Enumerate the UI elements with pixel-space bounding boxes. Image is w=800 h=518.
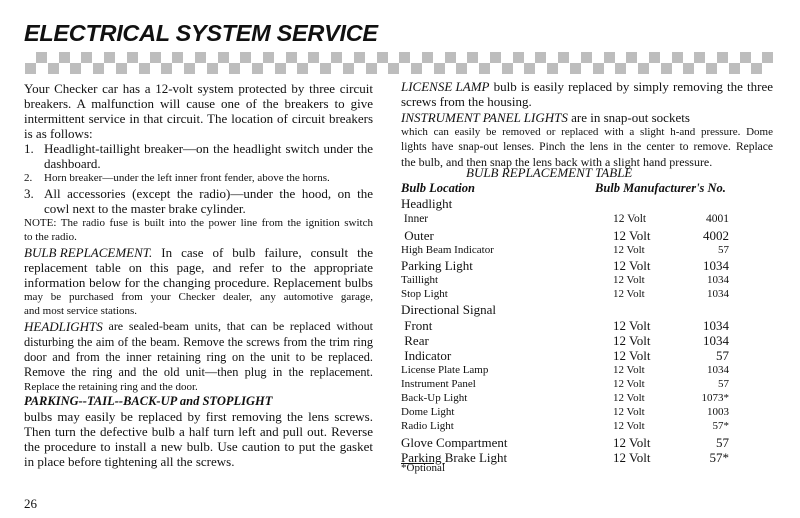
checker-square xyxy=(535,52,546,63)
bulb-location: Parking Brake Light xyxy=(401,450,508,465)
checker-square xyxy=(490,52,501,63)
checker-square xyxy=(434,63,445,74)
bulb-voltage: 12 Volt xyxy=(613,364,645,376)
checker-square xyxy=(195,52,206,63)
checker-square xyxy=(558,52,569,63)
section-heading: HEADLIGHTS xyxy=(24,319,103,334)
para-line: lights have snap-out lenses. Pinch the lens in the center to remove. Replace xyxy=(401,141,773,153)
checker-square xyxy=(706,63,717,74)
checker-square xyxy=(638,63,649,74)
bulb-location: Rear xyxy=(401,333,429,348)
checker-square xyxy=(263,52,274,63)
checker-square xyxy=(240,52,251,63)
bulb-location: Indicator xyxy=(401,348,452,363)
bulb-location: License Plate Lamp xyxy=(401,364,489,376)
table-header-number: Bulb Manufacturer's No. xyxy=(595,181,726,195)
para-line: may be purchased from your Checker dealer, any automotive garage, xyxy=(24,291,373,303)
table-row xyxy=(401,318,761,332)
table-row xyxy=(401,378,761,392)
bulb-number: 57 xyxy=(718,244,729,256)
checker-square xyxy=(593,63,604,74)
section-heading: LICENSE LAMP xyxy=(401,79,490,94)
checker-square xyxy=(93,63,104,74)
checker-square xyxy=(683,63,694,74)
bulb-number: 57* xyxy=(712,420,729,432)
checker-square xyxy=(456,63,467,74)
instrument-panel-para: INSTRUMENT PANEL LIGHTS are in snap-out sockets xyxy=(401,110,690,125)
para-line: in place before tightening all the screws. xyxy=(24,454,235,469)
checker-square xyxy=(649,52,660,63)
table-row xyxy=(401,392,761,406)
bulb-voltage: 12 Volt xyxy=(613,420,645,432)
checker-square xyxy=(139,63,150,74)
bulb-number: 57 xyxy=(718,378,729,390)
bulb-location: Glove Compartment xyxy=(401,435,508,450)
breaker-item-cont: cowl next to the master brake cylinder. xyxy=(44,201,246,216)
checker-square xyxy=(626,52,637,63)
para-line: Remove the ring and the old unit—then plug in the replacement. xyxy=(24,365,373,379)
breaker-item: Headlight-taillight breaker—on the headlight switch under the xyxy=(44,141,373,156)
intro-line: breakers. A malfunction will cause one of the breakers to give xyxy=(24,96,373,111)
note-line: NOTE: The radio fuse is built into the power line from the ignition switch xyxy=(24,217,373,229)
checker-square xyxy=(445,52,456,63)
checker-square xyxy=(399,52,410,63)
bulb-number: 4002 xyxy=(703,228,729,243)
checker-square xyxy=(218,52,229,63)
table-row xyxy=(401,420,761,434)
bulb-location: Outer xyxy=(401,228,434,243)
para-line: Then turn the defective bulb a half turn left and pull out. Reverse xyxy=(24,424,373,439)
checker-square xyxy=(297,63,308,74)
table-row xyxy=(401,213,761,227)
bulb-voltage: 12 Volt xyxy=(613,274,645,286)
checker-square xyxy=(229,63,240,74)
checker-square xyxy=(252,63,263,74)
checker-square xyxy=(172,52,183,63)
intro-line: intermittent service in that circuit. The location of circuit breakers xyxy=(24,111,373,126)
table-title: BULB REPLACEMENT TABLE xyxy=(466,165,633,180)
table-row xyxy=(401,364,761,378)
bulb-location: Taillight xyxy=(401,274,439,286)
checker-square xyxy=(343,63,354,74)
bulb-voltage: 12 Volt xyxy=(613,378,645,390)
table-row xyxy=(401,406,761,420)
bulb-voltage: 12 Volt xyxy=(613,333,651,348)
checker-square xyxy=(25,63,36,74)
checker-square xyxy=(513,52,524,63)
bulb-number: 1073* xyxy=(701,392,729,404)
list-number: 3. xyxy=(24,186,34,201)
checker-square xyxy=(116,63,127,74)
checker-square xyxy=(524,63,535,74)
bulb-location: Inner xyxy=(401,213,429,225)
bulb-number: 1034 xyxy=(703,318,729,333)
note-line: to the radio. xyxy=(24,231,77,243)
checker-square xyxy=(467,52,478,63)
section-heading: BULB REPLACEMENT. xyxy=(24,245,153,260)
checker-square xyxy=(161,63,172,74)
checker-square xyxy=(661,63,672,74)
checker-square xyxy=(422,52,433,63)
checker-square xyxy=(354,52,365,63)
bulb-voltage: 12 Volt xyxy=(613,288,645,300)
checker-square xyxy=(502,63,513,74)
checker-square xyxy=(127,52,138,63)
table-row xyxy=(401,196,761,210)
checker-square xyxy=(366,63,377,74)
bulb-voltage: 12 Volt xyxy=(613,228,651,243)
intro-line: Your Checker car has a 12-volt system protected by three circuit xyxy=(24,81,373,96)
para-line: replacement table on this page, and refer to the appropriate xyxy=(24,260,373,275)
table-row xyxy=(401,228,761,242)
bulb-location: Instrument Panel xyxy=(401,378,476,390)
bulb-voltage: 12 Volt xyxy=(613,244,645,256)
checker-square xyxy=(729,63,740,74)
bulb-voltage: 12 Volt xyxy=(613,450,651,465)
table-row xyxy=(401,333,761,347)
page-title: ELECTRICAL SYSTEM SERVICE xyxy=(24,20,378,46)
bulb-number: 1034 xyxy=(703,258,729,273)
bulb-number: 4001 xyxy=(706,213,729,225)
bulb-location: Headlight xyxy=(401,196,453,211)
checker-square xyxy=(150,52,161,63)
checker-square xyxy=(694,52,705,63)
para-line: screws from the housing. xyxy=(401,94,532,109)
checker-square xyxy=(479,63,490,74)
intro-line: is as follows: xyxy=(24,126,93,141)
checker-square xyxy=(672,52,683,63)
table-row xyxy=(401,348,761,362)
bulb-location: Parking Light xyxy=(401,258,473,273)
bulb-number: 57* xyxy=(709,450,729,465)
checker-square xyxy=(570,63,581,74)
checkered-divider xyxy=(25,52,765,74)
bulb-number: 1034 xyxy=(707,288,729,300)
bulb-voltage: 12 Volt xyxy=(613,435,651,450)
para-line: disturbing the aim of the beam. Remove the screws from the trim ring xyxy=(24,335,373,349)
para-line: the procedure to install a new bulb. Use caution to put the gasket xyxy=(24,439,373,454)
breaker-item-cont: dashboard. xyxy=(44,156,101,171)
checker-square xyxy=(275,63,286,74)
para-line: door and from the inner retaining ring on the unit to be replaced. xyxy=(24,350,373,364)
para-line: Replace the retaining ring and the door. xyxy=(24,381,198,393)
checker-square xyxy=(388,63,399,74)
bulb-number: 1003 xyxy=(707,406,729,418)
table-row xyxy=(401,274,761,288)
checker-square xyxy=(411,63,422,74)
checker-square xyxy=(615,63,626,74)
headlights-para: HEADLIGHTS are sealed-beam units, that can be replaced without xyxy=(24,319,373,334)
bulb-number: 1034 xyxy=(703,333,729,348)
checker-square xyxy=(320,63,331,74)
license-lamp-para: LICENSE LAMP bulb is easily replaced by simply removing the three xyxy=(401,79,773,94)
para-line: and most service stations. xyxy=(24,305,138,317)
checker-square xyxy=(377,52,388,63)
table-row xyxy=(401,244,761,258)
checker-square xyxy=(36,52,47,63)
bulb-voltage: 12 Volt xyxy=(613,392,645,404)
table-header-location: Bulb Location xyxy=(401,181,475,195)
bulb-location: High Beam Indicator xyxy=(401,244,494,256)
para-line: information below for the changing procedure. Replacement bulbs xyxy=(24,275,373,290)
checker-square xyxy=(547,63,558,74)
page-number: 26 xyxy=(24,496,37,511)
table-row xyxy=(401,435,761,449)
section-heading: INSTRUMENT PANEL LIGHTS xyxy=(401,110,568,125)
checker-square xyxy=(70,63,81,74)
table-row xyxy=(401,258,761,272)
table-row xyxy=(401,450,761,464)
section-heading: PARKING--TAIL--BACK-UP and STOPLIGHT xyxy=(24,394,273,408)
checker-square xyxy=(104,52,115,63)
bulb-location: Stop Light xyxy=(401,288,448,300)
bulb-number: 1034 xyxy=(707,364,729,376)
breaker-item: All accessories (except the radio)—under the hood, on the xyxy=(44,186,373,201)
bulb-location: Radio Light xyxy=(401,420,454,432)
checker-square xyxy=(762,52,773,63)
checker-square xyxy=(286,52,297,63)
para-line: bulbs may easily be replaced by first removing the lens screws. xyxy=(24,409,373,424)
bulb-location: Dome Light xyxy=(401,406,455,418)
checker-square xyxy=(59,52,70,63)
checker-square xyxy=(740,52,751,63)
checker-square xyxy=(604,52,615,63)
checker-square xyxy=(207,63,218,74)
bulb-number: 57 xyxy=(716,435,729,450)
list-number: 1. xyxy=(24,141,34,156)
bulb-location: Back-Up Light xyxy=(401,392,468,404)
checker-square xyxy=(751,63,762,74)
checker-square xyxy=(331,52,342,63)
table-row xyxy=(401,302,761,316)
table-footnote: *Optional xyxy=(401,462,445,474)
bulb-location: Directional Signal xyxy=(401,302,496,317)
bulb-voltage: 12 Volt xyxy=(613,406,645,418)
list-number: 2. xyxy=(24,172,33,184)
para-line: which can easily be removed or replaced with a slight h-and pressure. Dome xyxy=(401,126,773,138)
checker-square xyxy=(717,52,728,63)
bulb-location: Front xyxy=(401,318,433,333)
checker-square xyxy=(48,63,59,74)
checker-square xyxy=(581,52,592,63)
bulb-replacement-para: BULB REPLACEMENT. In case of bulb failure, consult the xyxy=(24,245,373,260)
bulb-voltage: 12 Volt xyxy=(613,318,651,333)
bulb-voltage: 12 Volt xyxy=(613,258,651,273)
bulb-number: 1034 xyxy=(707,274,729,286)
bulb-voltage: 12 Volt xyxy=(613,348,651,363)
breaker-item: Horn breaker—under the left inner front fender, above the horns. xyxy=(44,172,330,184)
bulb-voltage: 12 Volt xyxy=(613,213,647,225)
para-line: the bulb, and then snap the lens back with a slight hand pressure. xyxy=(401,155,713,169)
bulb-number: 57 xyxy=(716,348,729,363)
checker-square xyxy=(184,63,195,74)
checker-square xyxy=(81,52,92,63)
table-row xyxy=(401,288,761,302)
checker-square xyxy=(308,52,319,63)
